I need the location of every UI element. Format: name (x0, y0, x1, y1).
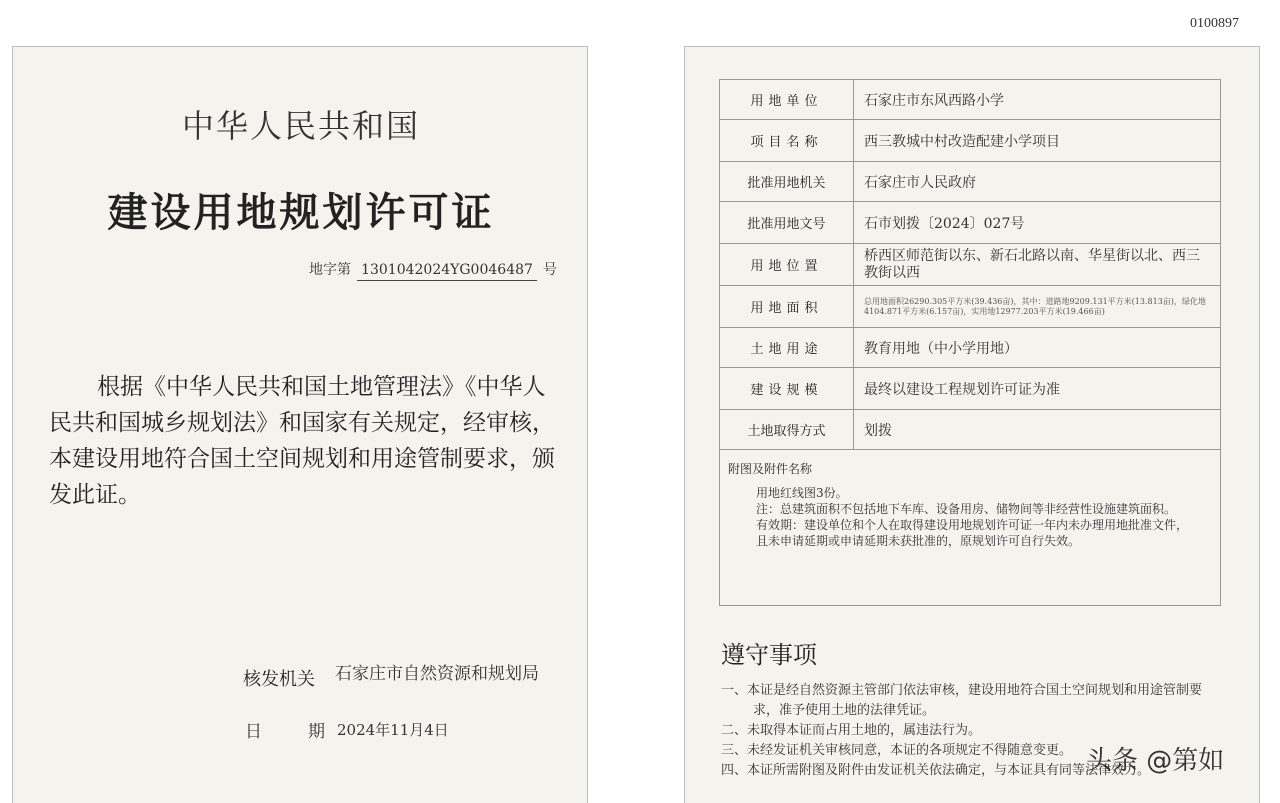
issuer-value: 石家庄市自然资源和规划局 (335, 664, 539, 684)
row-value: 教育用地（中小学用地） (854, 328, 1221, 368)
cert-no-label: 地字第 (309, 262, 351, 278)
rule-item: 一、本证是经自然资源主管部门依法审核，建设用地符合国土空间规划和用途管制要求，准予使用土地的法律凭证。 (721, 683, 1203, 718)
attachments-cell (720, 450, 1221, 606)
legal-basis-text: 根据《中华人民共和国土地管理法》《中华人民共和国城乡规划法》和国家有关规定，经审核，本建设用地符合国土空间规划和用途管制要求，颁发此证。 (49, 374, 555, 508)
certificate-title: 建设用地规划许可证 (107, 190, 495, 236)
cert-no-suffix: 号 (543, 262, 557, 278)
row-label: 土地用途 (720, 328, 854, 368)
row-value: 总用地面积26290.305平方米(39.436亩)，其中：道路地9209.131平方米(13.813亩)，绿化地4104.871平方米(6.157亩)，实用地12977.203平方米(19.466亩) (854, 286, 1221, 328)
cert-no-value: 1301042024YG0046487 (357, 262, 537, 281)
attachment-item: 有效期：建设单位和个人在取得建设用地规划许可证一年内未办理用地批准文件，且未申请延期或申请延期未获批准的，原规划许可自行失效。 (756, 518, 1189, 548)
table-row (720, 410, 1221, 450)
row-value: 石家庄市东风西路小学 (854, 80, 1221, 120)
date-label-char-1: 日 (245, 722, 262, 742)
row-label: 建设规模 (720, 368, 854, 410)
row-label: 批准用地机关 (720, 162, 854, 202)
table-row (720, 80, 1221, 120)
issue-date: 2024年11月4日 (337, 721, 449, 739)
land-info-table (719, 79, 1221, 606)
rule-item: 三、未经发证机关审核同意，本证的各项规定不得随意变更。 (721, 743, 1073, 758)
row-value: 石家庄市人民政府 (854, 162, 1221, 202)
table-row (720, 368, 1221, 410)
table-row (720, 162, 1221, 202)
date-label (245, 717, 325, 742)
attachment-item: 用地红线图3份。 (756, 486, 848, 500)
rule-item: 四、本证所需附图及附件由发证机关依法确定，与本证具有同等法律效力。 (721, 763, 1151, 778)
certificate-number (309, 259, 557, 281)
row-label: 用地单位 (720, 80, 854, 120)
attachment-item: 注：总建筑面积不包括地下车库、设备用房、储物间等非经营性设施建筑面积。 (756, 502, 1177, 516)
row-value: 最终以建设工程规划许可证为准 (854, 368, 1221, 410)
row-label: 用地位置 (720, 244, 854, 286)
issuer-label: 核发机关 (243, 669, 315, 690)
attachments-label: 附图及附件名称 (728, 462, 813, 476)
row-value: 西三教城中村改造配建小学项目 (854, 120, 1221, 162)
certificate-details-page (684, 46, 1260, 803)
date-label-char-2: 期 (308, 722, 325, 742)
row-label: 批准用地文号 (720, 202, 854, 244)
row-value: 划拨 (854, 410, 1221, 450)
watermark: 头条 @第如 (1086, 746, 1225, 776)
serial-number: 0100897 (1190, 16, 1239, 31)
rules-heading: 遵守事项 (721, 641, 817, 669)
row-value: 桥西区师范街以东、新石北路以南、华星街以北、西三教街以西 (854, 244, 1221, 286)
table-row (720, 244, 1221, 286)
rule-item: 二、未取得本证而占用土地的，属违法行为。 (721, 723, 982, 738)
attachments-row (720, 450, 1221, 606)
table-row (720, 328, 1221, 368)
country-heading: 中华人民共和国 (181, 107, 420, 145)
row-value: 石市划拨〔2024〕027号 (854, 202, 1221, 244)
row-label: 用地面积 (720, 286, 854, 328)
row-label: 土地取得方式 (720, 410, 854, 450)
attachments-list (720, 485, 1220, 559)
row-label: 项目名称 (720, 120, 854, 162)
table-row (720, 120, 1221, 162)
certificate-cover-page (12, 46, 588, 803)
table-row (720, 286, 1221, 328)
table-row (720, 202, 1221, 244)
